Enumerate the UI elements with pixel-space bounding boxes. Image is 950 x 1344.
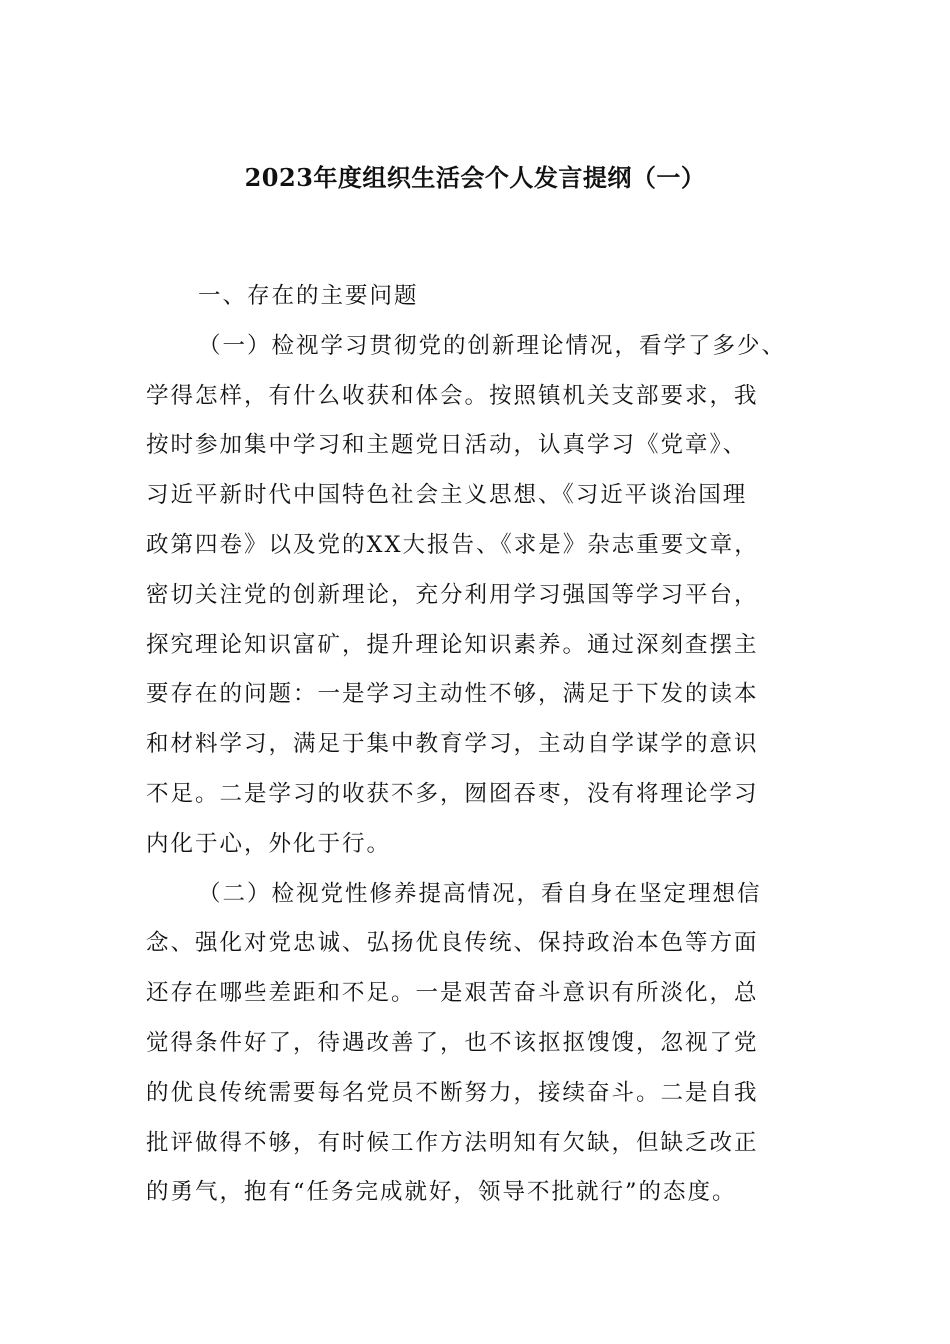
paragraph-line: 习近平新时代中国特色社会主义思想、《习近平谈治国理 <box>146 482 748 509</box>
paragraph-line: （二）检视党性修养提高情况，看自身在坚定理想信 <box>198 880 762 907</box>
paragraph-line: 的优良传统需要每名党员不断努力，接续奋斗。二是自我 <box>146 1079 759 1106</box>
paragraph-line: 念、强化对党忠诚、弘扬优良传统、保持政治本色等方面 <box>146 930 759 957</box>
paragraph-line: 政第四卷》以及党的XX大报告、《求是》杂志重要文章， <box>146 531 759 558</box>
paragraph-line: 的勇气，抱有“任务完成就好，领导不批就行”的态度。 <box>146 1179 737 1206</box>
paragraph-line: 觉得条件好了，待遇改善了，也不该抠抠馊馊，忽视了党 <box>146 1029 759 1056</box>
paragraph-line: 按时参加集中学习和主题党日活动，认真学习《党章》、 <box>146 432 748 459</box>
paragraph-line: 探究理论知识富矿，提升理论知识素养。通过深刻查摆主 <box>146 631 759 658</box>
document-title: 2023年度组织生活会个人发言提纲（一） <box>244 163 706 192</box>
paragraph-line: 不足。二是学习的收获不多，囫囵吞枣，没有将理论学习 <box>146 780 759 807</box>
paragraph-line: 密切关注党的创新理论，充分利用学习强国等学习平台， <box>146 581 759 608</box>
paragraph-line: （一）检视学习贯彻党的创新理论情况，看学了多少、 <box>198 332 787 359</box>
section-heading: 一、存在的主要问题 <box>198 283 419 309</box>
paragraph-line: 内化于心，外化于行。 <box>146 830 392 857</box>
paragraph-line: 批评做得不够，有时候工作方法明知有欠缺，但缺乏改正 <box>146 1129 759 1156</box>
paragraph-line: 还存在哪些差距和不足。一是艰苦奋斗意识有所淡化，总 <box>146 980 759 1007</box>
paragraph-line: 要存在的问题：一是学习主动性不够，满足于下发的读本 <box>146 681 759 708</box>
paragraph-line: 和材料学习，满足于集中教育学习，主动自学谋学的意识 <box>146 731 759 758</box>
paragraph-line: 学得怎样，有什么收获和体会。按照镇机关支部要求，我 <box>146 382 759 409</box>
document-body <box>146 272 812 1218</box>
